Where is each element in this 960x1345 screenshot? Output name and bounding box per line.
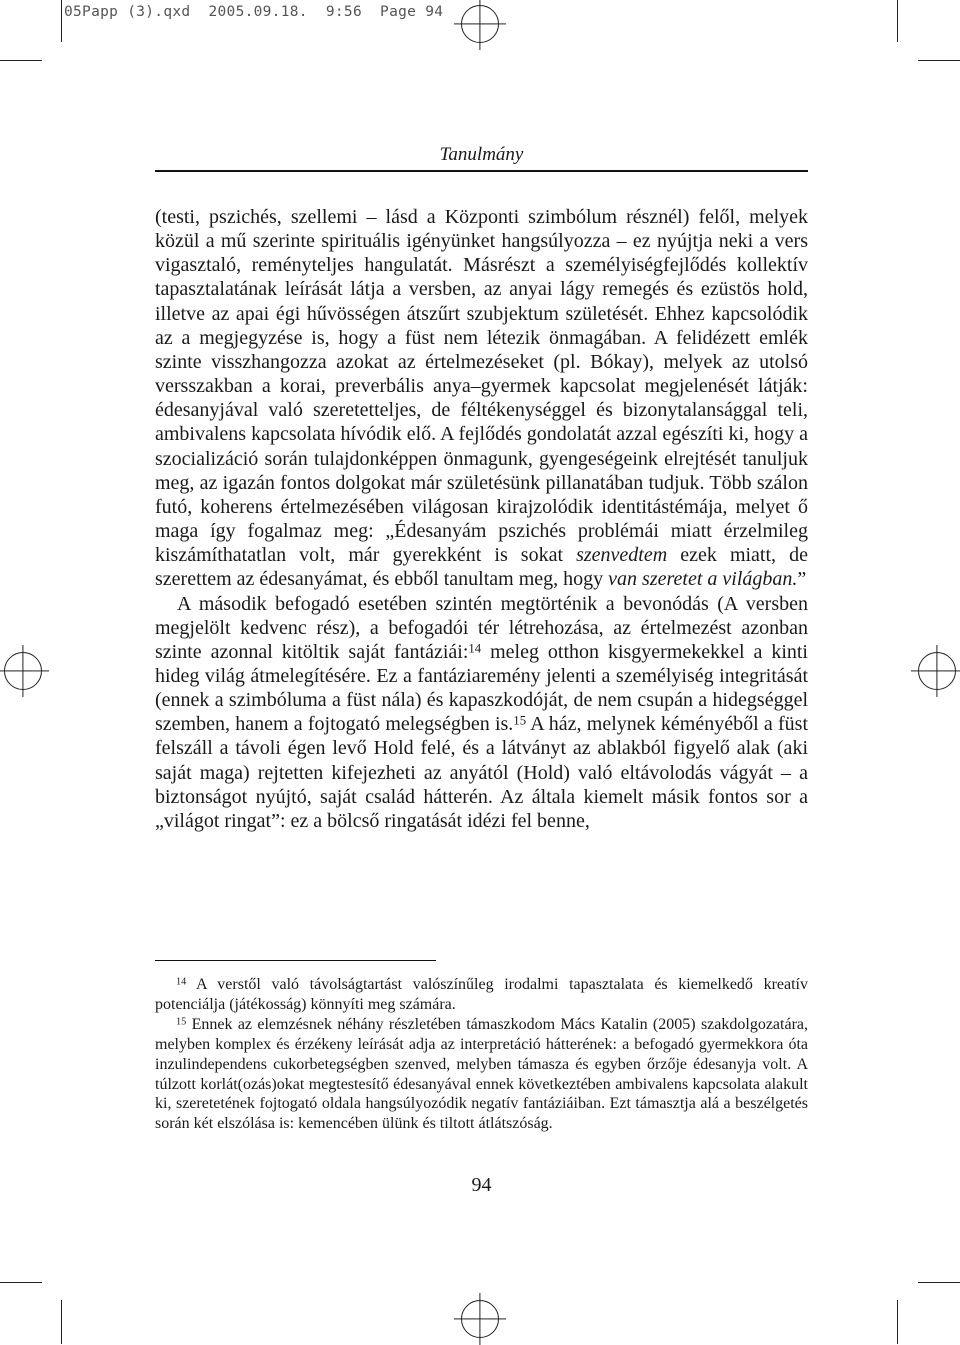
print-slug: 05Papp (3).qxd 2005.09.18. 9:56 Page 94 — [64, 4, 444, 20]
registration-mark-left — [4, 652, 42, 690]
footnote-14 — [155, 975, 808, 1015]
footnotes — [155, 975, 808, 1134]
paragraph-1: (testi, pszichés, szellemi – lásd a Központi szimbólum résznél) felől, melyek közül a mű szerinte spirituális igényünket hangsúlyozza – ez nyújtja neki a vers vigasztaló, reményteljes hangulatát. Másrészt a személyiségfejlődés kollektív tapasztalatának leírását látja a versben, az anyai lágy remegés és ezüstös hold, illetve az apai égi hűvösségen átszűrt szubjektum születését. Ehhez kapcsolódik az a megjegyzése is, hogy a füst nem létezik önmagában. A felidézett emlék szinte visszhangozza azokat az értelmezéseket (pl. Bókay), melyek az utolsó versszakban a korai, preverbális anya–gyermek kapcsolat megjelenését látják: édesanyjával való szeretetteljes, de féltékenységgel és bizonytalansággal teli, ambivalens kapcsolata hívódik elő. A fejlődés gondolatát azzal egészíti ki, hogy a szocializáció során tulajdonképpen önmagunk, gyengeségeink elrejtését tanuljuk meg, az igazán fontos dolgokat már születésünk pillanatában tudjuk. Több szálon futó, koherens értelmezésében világosan kirajzolódik identitástémája, melyet ő maga így fogalmaz meg: „Édesanyám pszichés problémái miatt érzelmileg kiszámíthatatlan volt, már gyerekként is sokat szenvedtem ezek miatt, de szerettem az édesanyámat, és ebből tanultam meg, hogy van szeretet a világban.” — [155, 206, 808, 591]
emphasis-szenvedtem: szenvedtem — [576, 544, 668, 567]
footnote-text: A verstől való távolságtartást valószínűleg irodalmi tapasztalata és kiemelkedő kreatív potenciálja (játékosság) könnyíti meg számára. — [155, 976, 808, 1013]
crop-mark-bottom-right-vertical — [897, 1300, 898, 1344]
crop-mark-top-left-vertical — [61, 0, 62, 42]
crop-mark-top-left-horizontal — [0, 60, 42, 61]
registration-mark-bottom — [461, 1300, 499, 1338]
crop-mark-bottom-left-vertical — [61, 1300, 62, 1344]
header-rule — [155, 170, 808, 172]
running-head: Tanulmány — [439, 144, 524, 165]
footnote-ref-15: 15 — [513, 713, 527, 728]
footnote-ref-14: 14 — [468, 641, 482, 656]
main-text — [155, 205, 808, 833]
footnote-rule — [155, 960, 436, 961]
footnote-text: Ennek az elemzésnek néhány részletében támaszkodom Mács Katalin (2005) szakdolgozatára, melyben komplex és érzékeny leírását adja az interpretáció hátterének: a befogadó gyermekkora óta inzulindependens cukorbetegségben szenved, melyben támasza és egyben őrzője édesanyja volt. A túlzott korlát(ozás)okat megtestesítő édesanyával ennek következtében ambivalens kapcsolata alakult ki, szeretetének fojtogató oldala hangsúlyozódik negatív fantáziáiban. Ezt támasztja alá a beszélgetés során két elszólása is: kemencében ülünk és tiltott átlátszóság. — [155, 1015, 808, 1133]
footnote-number: 15 — [176, 1016, 187, 1028]
crop-mark-bottom-left-horizontal — [0, 1282, 42, 1283]
footnote-number: 14 — [176, 976, 187, 988]
crop-mark-top-right-horizontal — [918, 60, 960, 61]
registration-mark-top — [461, 5, 499, 43]
emphasis-van-szeretet: van szeretet a világban. — [608, 568, 798, 591]
crop-mark-bottom-right-horizontal — [918, 1282, 960, 1283]
paragraph-2: A második befogadó esetében szintén megtörténik a bevonódás (A versben megjelölt kedvenc rész), a befogadói tér létrehozása, az értelmezést azonban szinte azonnal kitöltik saját fantáziái:$^{14}$ meleg otthon kisgyermekekkel a kinti hideg világ átmelegítésére. Ez a fantáziaremény jelenti a személyiség integritását (ennek a szimbóluma a füst nála) és kapaszkodóját, de nem csupán a hidegséggel szemben, hanem a fojtogató melegségben is.$^{15}$ A ház, melynek kéményéből a füst felszáll a távoli égen levő Hold felé, és a látványt az ablakból figyelő alak (aki saját maga) rejtetten kifejezheti az anyától (Hold) való eltávolodás vágyát – a biztonságot nyújtó, saját család hátterén. Az általa kiemelt másik fontos sor a „világot ringat”: ez a bölcső ringatását idézi fel benne, — [155, 592, 808, 832]
crop-mark-top-right-vertical — [897, 0, 898, 42]
footnote-15 — [155, 1015, 808, 1134]
page-number: 94 — [471, 1174, 492, 1196]
registration-mark-right — [918, 652, 956, 690]
